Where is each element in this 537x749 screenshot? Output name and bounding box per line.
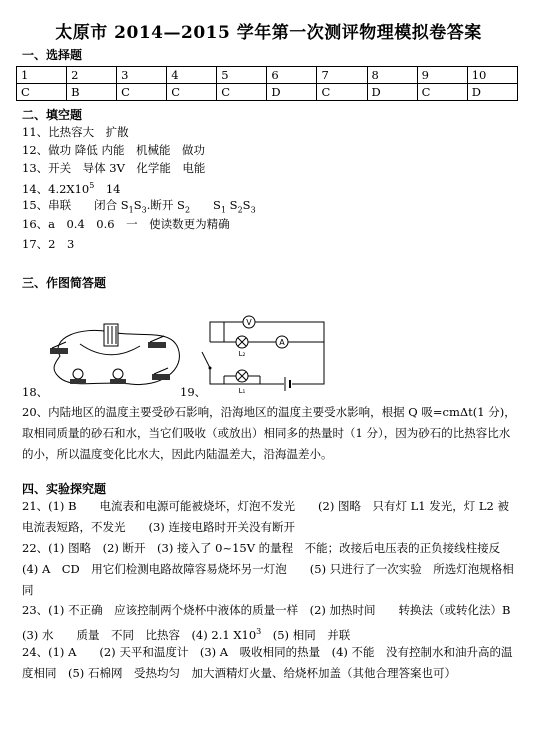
- answer-line-11: 11、比热容大 扩散: [22, 125, 129, 139]
- switch-pivot: [209, 367, 212, 370]
- answer-line-13: 13、开关 导体 3V 化学能 电能: [22, 161, 206, 175]
- table-cell: C: [217, 84, 267, 101]
- bulb-base: [70, 379, 86, 384]
- switch-lever: [150, 336, 164, 342]
- text: 14: [94, 181, 121, 196]
- table-row-answers: [17, 84, 518, 101]
- text: 14、4.2X10: [22, 181, 90, 196]
- table-row-numbers: [17, 67, 518, 84]
- text: 15、串联 闭合 S: [22, 198, 129, 212]
- circuit-sketch-18: [40, 318, 190, 396]
- table-cell: C: [117, 84, 167, 101]
- superscript: 3: [256, 627, 262, 636]
- table-cell: 3: [117, 67, 167, 84]
- answer-line-17: 17、2 3: [22, 237, 75, 251]
- answer-24: 24、(1) A (2) 天平和温度计 (3) A 吸收相同的热量 (4) 不能 没有控制水和油升高的温度相同 (5) 石棉网 受热均匀 加大酒精灯火量、给烧杯加盖（其他合理答案也可）: [22, 645, 513, 680]
- text: 23、(1) 不正确 应该控制两个烧杯中液体的质量一样 (2) 加热时间 转换法（或转化法）B (3) 水 质量 不同 比热容 (4) 2.1 X10: [22, 603, 522, 642]
- section-heading-experiment: 四、实验探究题: [22, 482, 107, 496]
- section-heading-fill: 二、填空题: [22, 108, 83, 122]
- table-cell: C: [167, 84, 217, 101]
- table-cell: 2: [67, 67, 117, 84]
- switch-base: [152, 374, 170, 380]
- text: S: [226, 198, 238, 212]
- switch-base: [50, 348, 68, 354]
- bulb-icon: [73, 369, 83, 379]
- table-cell: 6: [267, 67, 317, 84]
- text: S: [190, 198, 221, 212]
- switch-lever: [202, 352, 210, 368]
- circuit-diagram-19: [196, 312, 336, 398]
- switch-lever: [154, 368, 168, 374]
- section-heading-drawing: 三、作图简答题: [22, 276, 107, 290]
- table-cell: 8: [367, 67, 417, 84]
- text: (5) 相同 并联: [261, 627, 351, 642]
- answer-line-12: 12、做功 降低 内能 机械能 做功: [22, 143, 205, 157]
- table-cell: 10: [467, 67, 517, 84]
- wire: [210, 322, 324, 384]
- text: S: [133, 198, 142, 212]
- table-cell: 4: [167, 67, 217, 84]
- table-cell: B: [67, 84, 117, 101]
- table-cell: 5: [217, 67, 267, 84]
- answer-23: [22, 600, 522, 646]
- table-cell: 9: [417, 67, 467, 84]
- text: .断开 S: [146, 198, 185, 212]
- subscript: 3: [141, 205, 147, 215]
- table-cell: C: [317, 84, 367, 101]
- subscript: 2: [184, 205, 191, 215]
- lamp-l2-label: L₂: [238, 350, 246, 358]
- table-cell: C: [417, 84, 467, 101]
- table-cell: D: [467, 84, 517, 101]
- ammeter-label: A: [279, 338, 285, 347]
- table-cell: D: [267, 84, 317, 101]
- switch-base: [148, 342, 166, 348]
- page-title: 太原市 2014—2015 学年第一次测评物理模拟卷答案: [55, 23, 482, 43]
- answer-21: 21、(1) B 电流表和电源可能被烧坏，灯泡不发光 (2) 图略 只有灯 L1 发光，灯 L2 被电流表短路，不发光 (3) 连接电路时开关没有断开: [22, 499, 509, 534]
- section-heading-choice: 一、选择题: [22, 48, 83, 62]
- answer-22: 22、(1) 图略 (2) 断开 (3) 接入了 0~15V 的量程 不能；改接后电压表的正负接线柱接反 (4) A CD 用它们检测电路故障容易烧坏另一灯泡 (5) 只进行了一次实验 所选灯泡规格相同: [22, 541, 524, 597]
- answer-line-14: [22, 178, 120, 197]
- switch-lever: [52, 342, 66, 348]
- subscript: 1: [128, 205, 134, 215]
- table-cell: 7: [317, 67, 367, 84]
- bulb-base: [110, 379, 126, 384]
- text: S: [242, 198, 251, 212]
- table-cell: D: [367, 84, 417, 101]
- superscript: 5: [89, 181, 95, 190]
- label-19: 19、: [180, 385, 207, 399]
- table-cell: C: [17, 84, 67, 101]
- voltmeter-label: V: [246, 318, 252, 327]
- bulb-icon: [113, 369, 123, 379]
- subscript: 2: [237, 205, 243, 215]
- table-cell: 1: [17, 67, 67, 84]
- label-18: 18、: [22, 385, 49, 399]
- answer-line-16: 16、a 0.4 0.6 一 使读数更为精确: [22, 217, 230, 231]
- answer-20: 20、内陆地区的温度主要受砂石影响，沿海地区的温度主要受水影响，根据 Q 吸=cmΔt(1 分)，取相同质量的砂石和水，当它们吸收（或放出）相同多的热量时（1 分），因为砂石的比热容比水的小，所以温度变化比水大，因此内陆温差大，沿海温差小。: [22, 405, 516, 461]
- subscript: 3: [250, 205, 256, 215]
- answer-table: [16, 66, 518, 101]
- lamp-l1-label: L₁: [238, 387, 246, 395]
- subscript: 1: [220, 205, 227, 215]
